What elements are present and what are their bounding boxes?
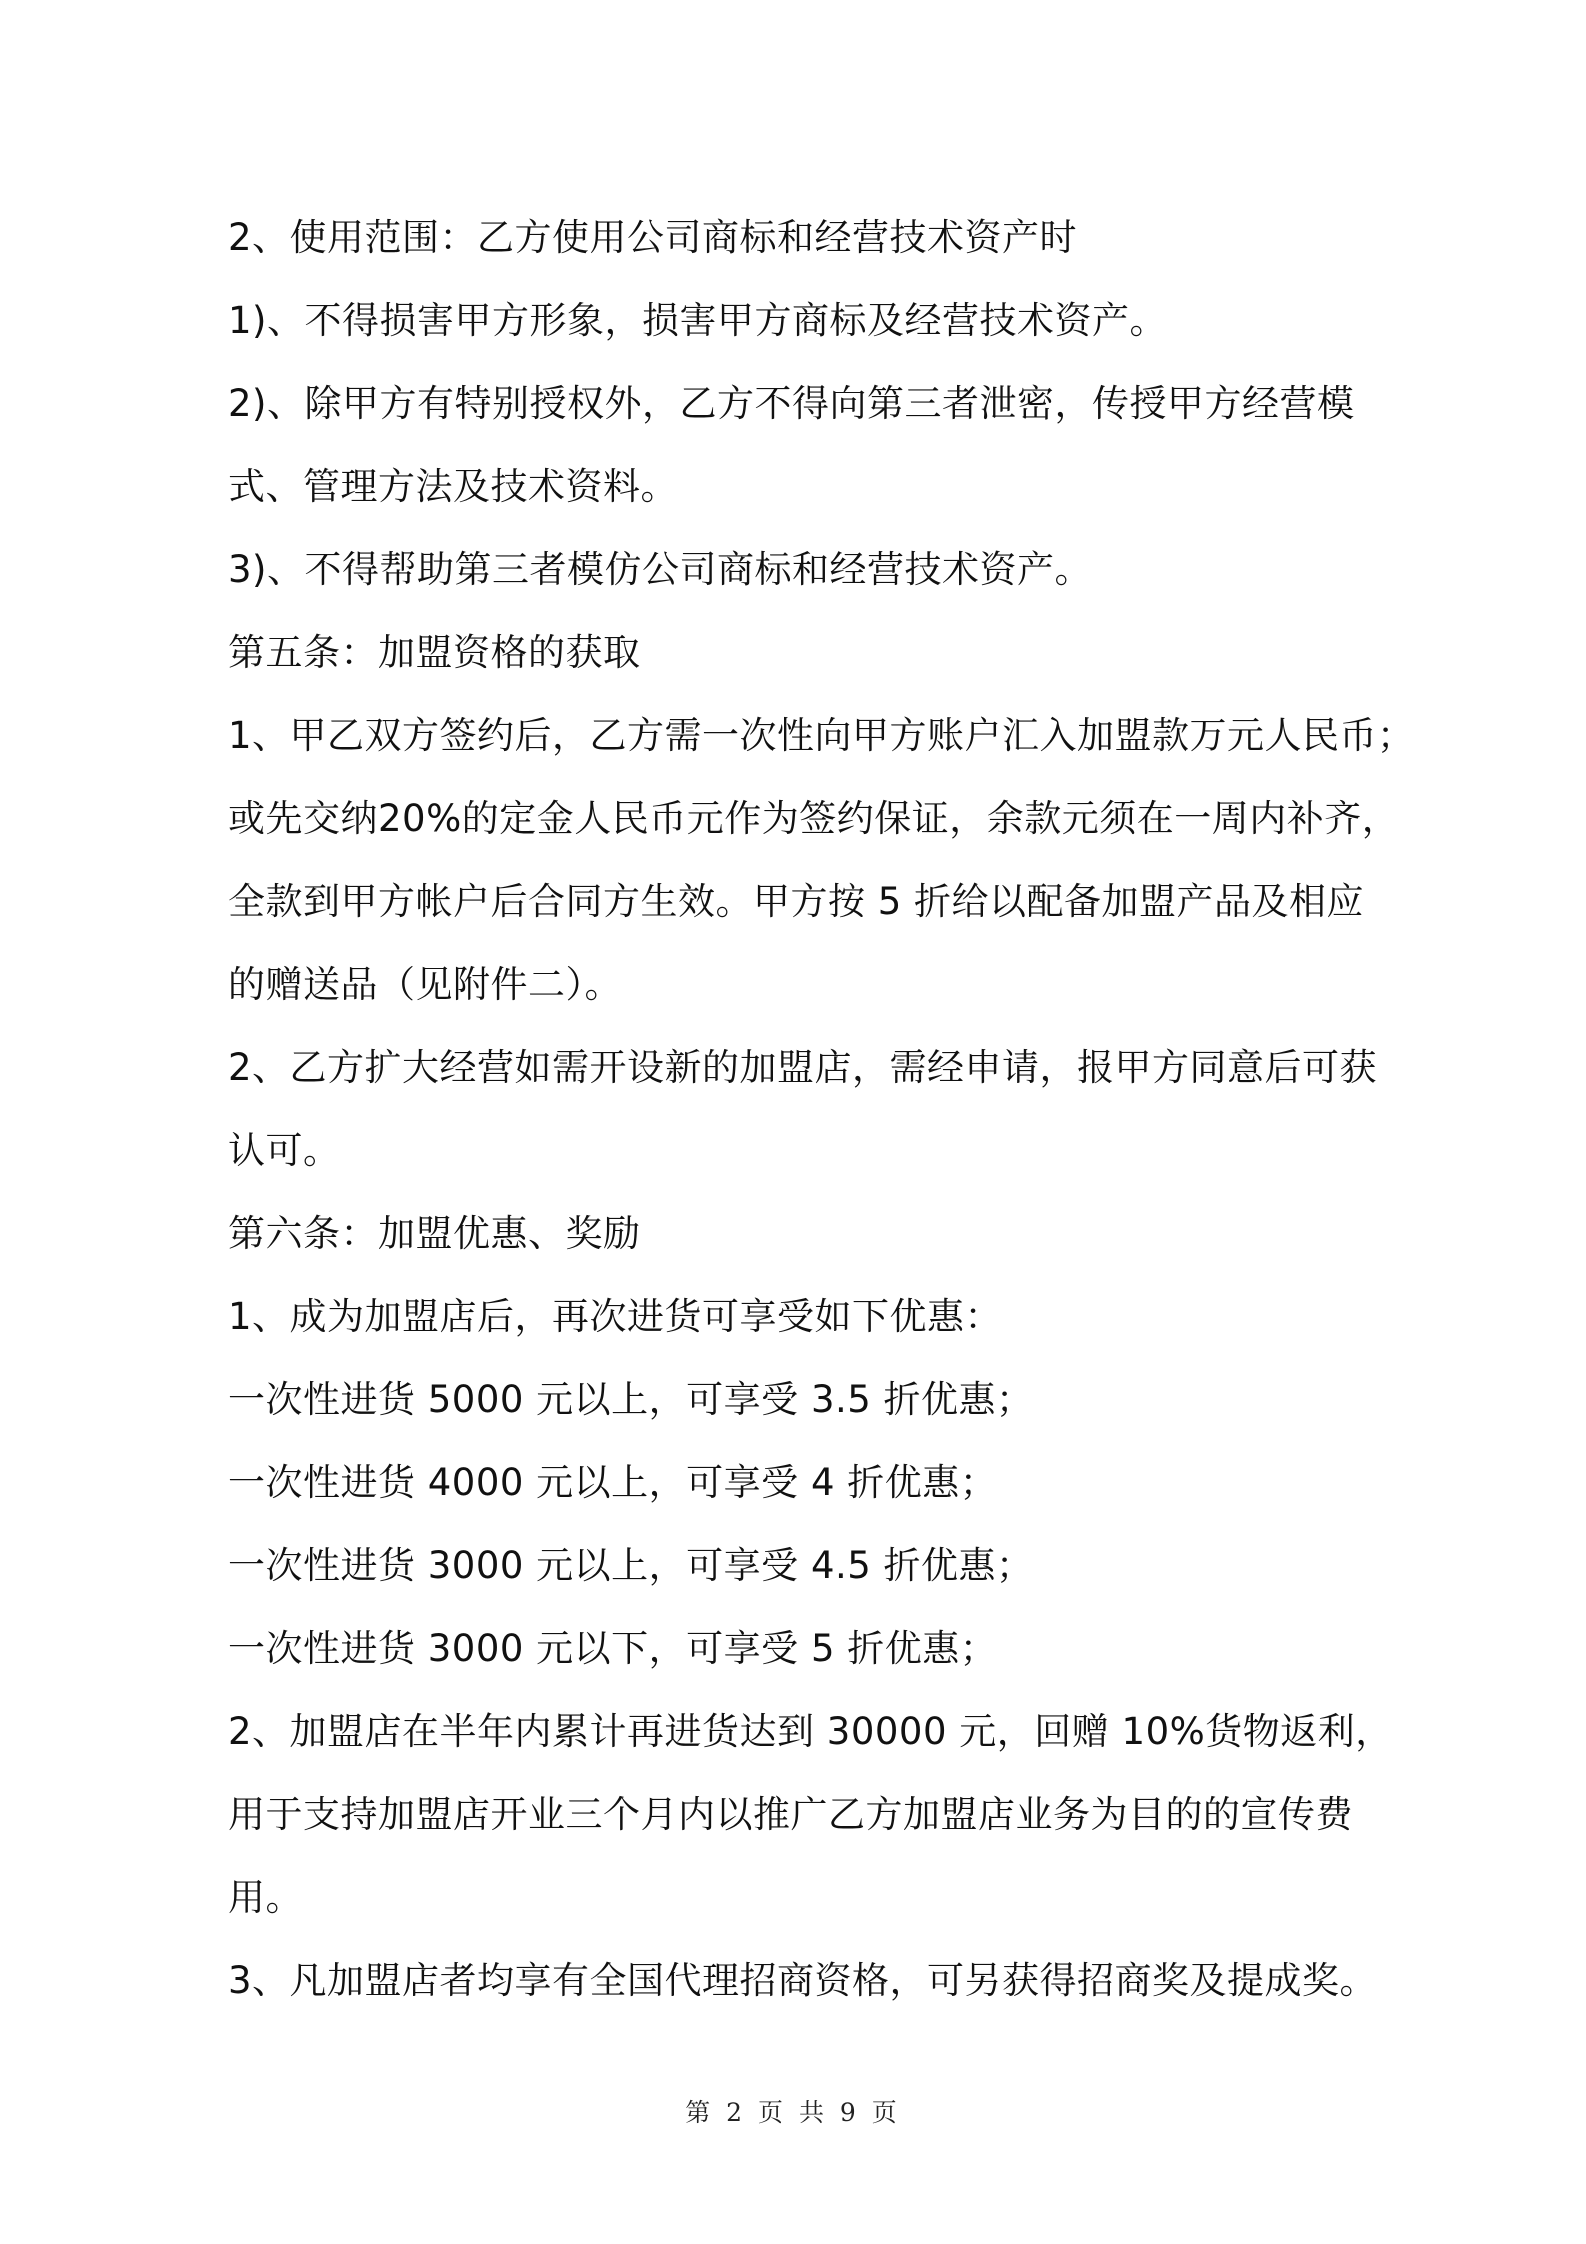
section-heading: 第六条：加盟优惠、奖励	[228, 1212, 641, 1255]
discount-item: 一次性进货 3000 元以下，可享受 5 折优惠；	[228, 1627, 998, 1670]
paragraph-line: 1、成为加盟店后，再次进货可享受如下优惠：	[228, 1295, 1003, 1338]
paragraph-line: 2、加盟店在半年内累计再进货达到 30000 元，回赠 10%货物返利，	[228, 1710, 1393, 1753]
section-heading: 第五条：加盟资格的获取	[228, 631, 641, 674]
discount-item: 一次性进货 5000 元以上，可享受 3.5 折优惠；	[228, 1378, 1034, 1421]
paragraph-line: 2、使用范围：乙方使用公司商标和经营技术资产时	[228, 216, 1078, 259]
paragraph-line: 的赠送品（见附件二）。	[228, 963, 622, 1006]
paragraph-line: 用。	[228, 1876, 303, 1919]
paragraph-line: 认可。	[228, 1129, 341, 1172]
discount-item: 一次性进货 4000 元以上，可享受 4 折优惠；	[228, 1461, 998, 1504]
paragraph-line: 用于支持加盟店开业三个月内以推广乙方加盟店业务为目的的宣传费	[228, 1793, 1353, 1836]
paragraph-line: 2)、除甲方有特别授权外，乙方不得向第三者泄密，传授甲方经营模	[228, 382, 1355, 425]
paragraph-line: 3)、不得帮助第三者模仿公司商标和经营技术资产。	[228, 548, 1092, 591]
document-body	[228, 196, 1415, 2022]
paragraph-line: 2、乙方扩大经营如需开设新的加盟店，需经申请，报甲方同意后可获	[228, 1046, 1378, 1089]
page-number: 第 2 页 共 9 页	[685, 2098, 901, 2127]
discount-item: 一次性进货 3000 元以上，可享受 4.5 折优惠；	[228, 1544, 1034, 1587]
paragraph-line: 或先交纳20%的定金人民币元作为签约保证，余款元须在一周内补齐，	[228, 797, 1400, 840]
paragraph-line: 式、管理方法及技术资料。	[228, 465, 678, 508]
paragraph-line: 3、凡加盟店者均享有全国代理招商资格，可另获得招商奖及提成奖。	[228, 1959, 1378, 2002]
paragraph-line: 1)、不得损害甲方形象，损害甲方商标及经营技术资产。	[228, 299, 1167, 342]
paragraph-line: 1、甲乙双方签约后，乙方需一次性向甲方账户汇入加盟款万元人民币；	[228, 714, 1415, 757]
paragraph-line: 全款到甲方帐户后合同方生效。甲方按 5 折给以配备加盟产品及相应	[228, 880, 1365, 923]
